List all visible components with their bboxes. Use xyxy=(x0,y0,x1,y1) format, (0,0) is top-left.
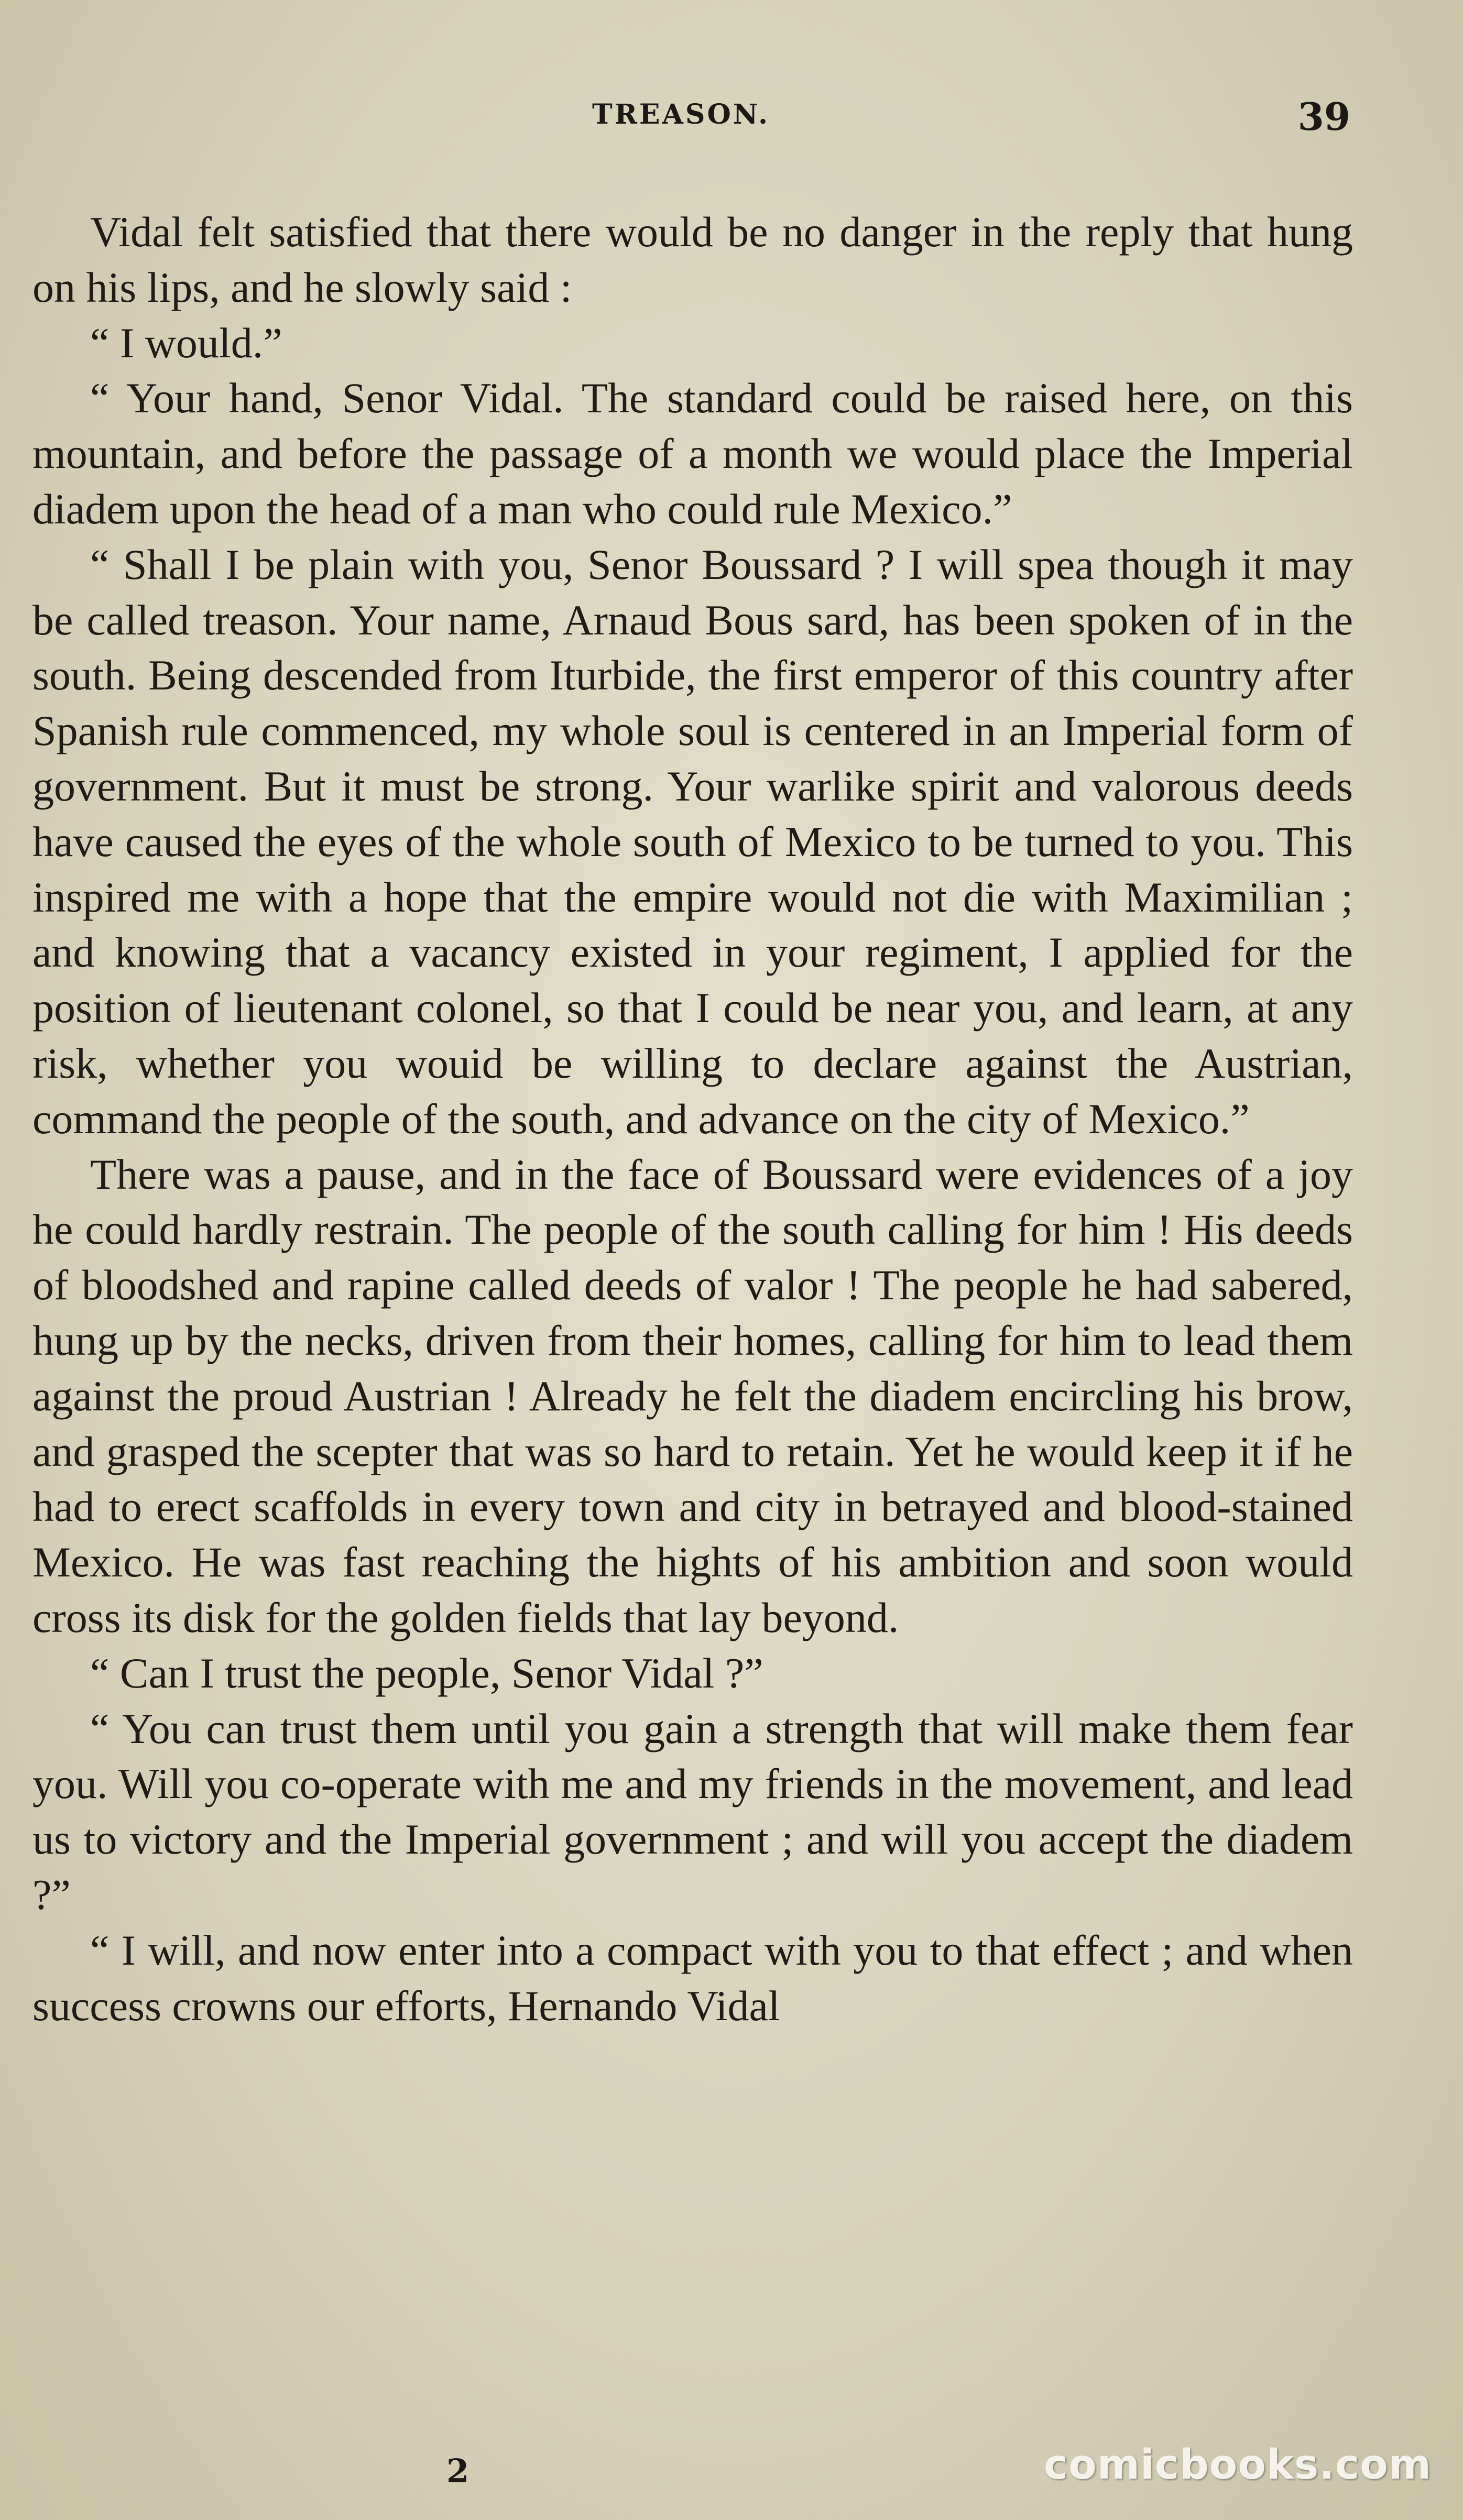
paragraph: “ Your hand, Senor Vidal. The standard could be raised here, on this mountain, and before the passage of a month we would place the Imperial diadem upon the head of a man who could rule Mexico.” xyxy=(32,374,1353,533)
paragraph: “ You can trust them until you gain a strength that will make them fear you. Will you co-operate with me and my friends in the movement, and lead us to victory and the Imperial government ; and will you accept the diadem ?” xyxy=(32,1704,1353,1919)
paragraph: “ I will, and now enter into a compact with you to that effect ; and when success crowns our efforts, Hernando Vidal xyxy=(32,1926,1353,2030)
printer-signature-mark: 2 xyxy=(446,2452,470,2490)
body-text xyxy=(32,204,1353,2033)
paragraph: There was a pause, and in the face of Boussard were evidences of a joy he could hardly restrain. The people of the south calling for him ! His deeds of bloodshed and rapine called deeds of valor ! The people he had sabered, hung up by the necks, driven from their homes, calling for him to lead them against the proud Austrian ! Already he felt the diadem encircling his brow, and grasped the scepter that was so hard to retain. Yet he would keep it if he had to erect scaffolds in every town and city in betrayed and blood-stained Mexico. He was fast reaching the hights of his ambition and soon would cross its disk for the golden fields that lay beyond. xyxy=(32,1150,1353,1641)
page-number: 39 xyxy=(1297,94,1350,139)
paragraph: “ Shall I be plain with you, Senor Boussard ? I will spea though it may be called treason. Your name, Arnaud Bous sard, has been spoken of in the south. Being descended from Iturbide, the first emperor of this country after Spanish rule commenced, my whole soul is centered in an Imperial form of government. But it must be strong. Your warlike spirit and valorous deeds have caused the eyes of the whole south of Mexico to be turned to you. This inspired me with a hope that the empire would not die with Maximilian ; and knowing that a vacancy existed in your regiment, I applied for the position of lieutenant colonel, so that I could be near you, and learn, at any risk, whether you wouid be willing to declare against the Austrian, command the people of the south, and advance on the city of Mexico.” xyxy=(32,540,1353,1143)
paragraph: “ Can I trust the people, Senor Vidal ?” xyxy=(90,1649,763,1697)
paragraph: Vidal felt satisfied that there would be no danger in the reply that hung on his lips, and he slowly said : xyxy=(32,208,1353,311)
paragraph: “ I would.” xyxy=(90,319,282,367)
page-header xyxy=(0,94,1463,140)
site-watermark: comicbooks.com xyxy=(1043,2441,1432,2489)
running-title: TREASON. xyxy=(592,98,770,130)
